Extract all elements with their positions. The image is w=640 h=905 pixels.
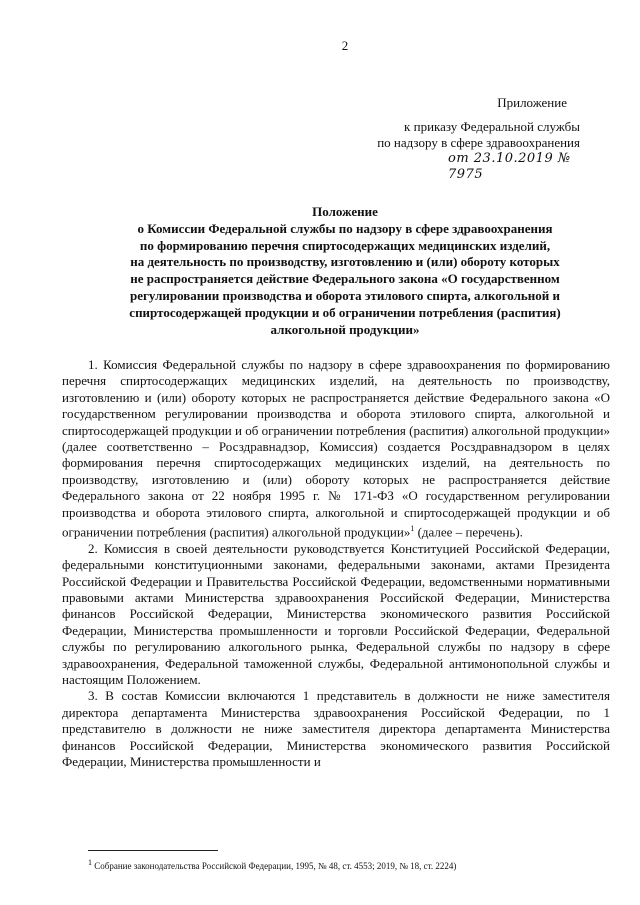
paragraph-1-tail: (далее – перечень).: [414, 524, 523, 540]
annex-block: [330, 95, 580, 183]
paragraph-1: [62, 357, 610, 541]
footnote-number: 1: [88, 858, 92, 867]
paragraph-2: [62, 541, 610, 689]
title-line: регулировании производства и оборота этилового спирта, алкогольной и: [129, 287, 561, 303]
title-line: по формированию перечня спиртосодержащих медицинских изделий,: [139, 237, 551, 253]
paragraph-1-main: 1. Комиссия Федеральной службы по надзору в сфере здравоохранения по формированию перечня спиртосодержащих медицинских изделий, на деятельность по производству, изготовлению и (или) обороту которых не распространяется действие Федерального закона «О государственном регулировании производства и оборота этилового спирта, алкогольной и спиртосодержащей продукции и об ограничении потребления (распития) алкогольной продукции» (далее соответственно – Росздравнадзор, Комиссия) создается Росздравнадзором в целях формирования перечня спиртосодержащих медицинских изделий, на деятельность по производству, изготовлению и (или) обороту которых не распространяется действие Федерального закона от 22 ноября 1995 г. № 171-ФЗ «О государственном регулировании производства и оборота этилового спирта, алкогольной и спиртосодержащей продукции и об ограничении потребления (распития) алкогольной продукции»: [62, 357, 610, 540]
title-line: Положение: [312, 204, 378, 219]
footnote-text: Собрание законодательства Российской Федерации, 1995, № 48, ст. 4553; 2019, № 18, ст. 2224): [92, 861, 457, 871]
page-number: 2: [341, 38, 349, 53]
title-line: не распространяется действие Федерального закона «О государственном: [130, 271, 560, 287]
paragraph-3: [62, 688, 610, 770]
annex-date-text: от 23.10.2019 № 7975: [448, 151, 571, 182]
title-line: о Комиссии Федеральной службы по надзору в сфере здравоохранения: [137, 220, 553, 236]
paragraph-2-text: 2. Комиссия в своей деятельности руководствуется Конституцией Российской Федерации, федеральными конституционными законами, федеральными законами, актами Президента Российской Федерации и Правительства Российской Федерации, ведомственными нормативными правовыми актами Министерства здравоохранения Российской Федерации, Министерства финансов Российской Федерации, Министерства экономического развития Российской Федерации, Министерства промышленности и торговли Российской Федерации, Федеральной службы по регулированию алкогольного рынка, Федеральной службы по надзору в сфере здравоохранения, Федеральной таможенной службы, Федеральной антимонопольной службы и настоящим Положением.: [62, 540, 610, 688]
annex-date-number: [448, 151, 580, 183]
annex-order-line: к приказу Федеральной службы: [404, 119, 580, 134]
footnote: [88, 857, 608, 872]
title-line: на деятельность по производству, изготовлению и (или) обороту которых: [130, 254, 560, 270]
paragraph-1-text: [62, 357, 610, 541]
title-line: алкогольной продукции»: [270, 321, 420, 337]
document-body: [62, 357, 610, 770]
paragraph-3-text: 3. В состав Комиссии включаются 1 представитель в должности не ниже заместителя директора департамента Министерства здравоохранения Российской Федерации, по 1 представителю в должности не ниже заместителя директора департамента Министерства финансов Российской Федерации, Министерства экономического развития Российской Федерации, Министерства промышленности и: [62, 688, 610, 770]
title-line: спиртосодержащей продукции и об ограничении потребления (распития): [129, 304, 561, 320]
footnote-ref: 1: [410, 524, 415, 534]
annex-title: Приложение: [497, 95, 567, 110]
footnote-divider: [88, 850, 218, 851]
document-title: [60, 204, 630, 338]
annex-service-line: по надзору в сфере здравоохранения: [377, 135, 580, 150]
